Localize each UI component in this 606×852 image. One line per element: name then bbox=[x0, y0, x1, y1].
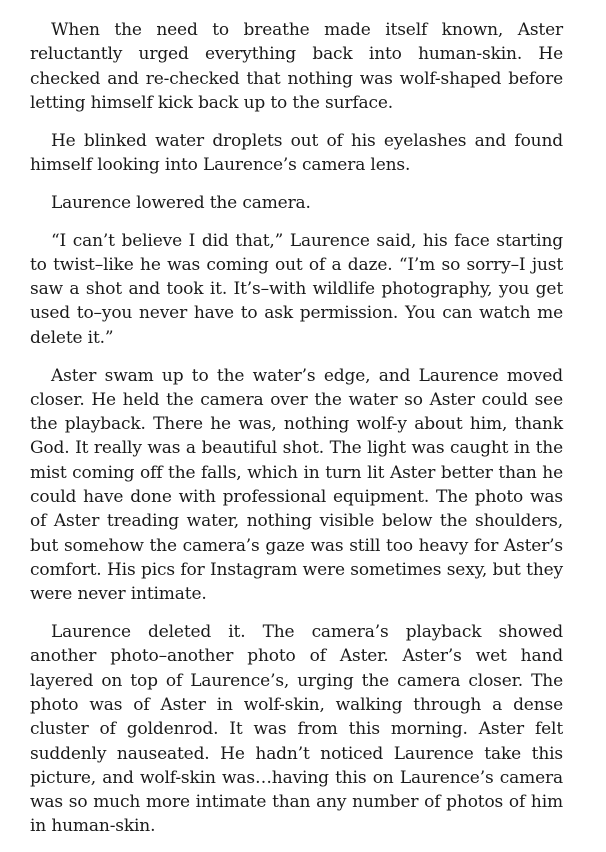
paragraph: When the need to breathe made itself known, Aster reluctantly urged everything back into human-skin. He checked and re-checked that nothing was wolf-shaped before letting himself kick back up to the surface. bbox=[30, 20, 563, 113]
paragraph: Aster swam up to the water’s edge, and Laurence moved closer. He held the camera over the water so Aster could see the playback. There he was, nothing wolf-y about him, thank God. It really was a beautiful shot. The light was caught in the mist coming off the falls, which in turn lit Aster better than he could have done with professional equipment. The photo was of Aster treading water, nothing visible below the shoulders, but somehow the camera’s gaze was still too heavy for Aster’s comfort. His pics for Instagram were sometimes sexy, but they were never intimate. bbox=[30, 365, 563, 605]
paragraph: Laurence lowered the camera. bbox=[51, 192, 311, 213]
paragraph: Laurence deleted it. The camera’s playback showed another photo–another photo of Aster. Aster’s wet hand layered on top of Laurence’s, urging the camera closer. The photo was of Aster in wolf-skin, walking through a dense cluster of goldenrod. It was from this morning. Aster felt suddenly nauseated. He hadn’t noticed Laurence take this picture, and wolf-skin was…having this on Laurence’s camera was so much more intimate than any number of photos of him in human-skin. bbox=[30, 622, 563, 837]
book-page bbox=[30, 18, 563, 852]
paragraph: “I can’t believe I did that,” Laurence said, his face starting to twist–like he was coming out of a daze. “I’m so sorry–I just saw a shot and took it. It’s–with wildlife photography, you get used to–you never have to ask permission. You can watch me delete it.” bbox=[30, 230, 563, 348]
paragraph: He blinked water droplets out of his eyelashes and found himself looking into Laurence’s camera lens. bbox=[30, 130, 563, 175]
